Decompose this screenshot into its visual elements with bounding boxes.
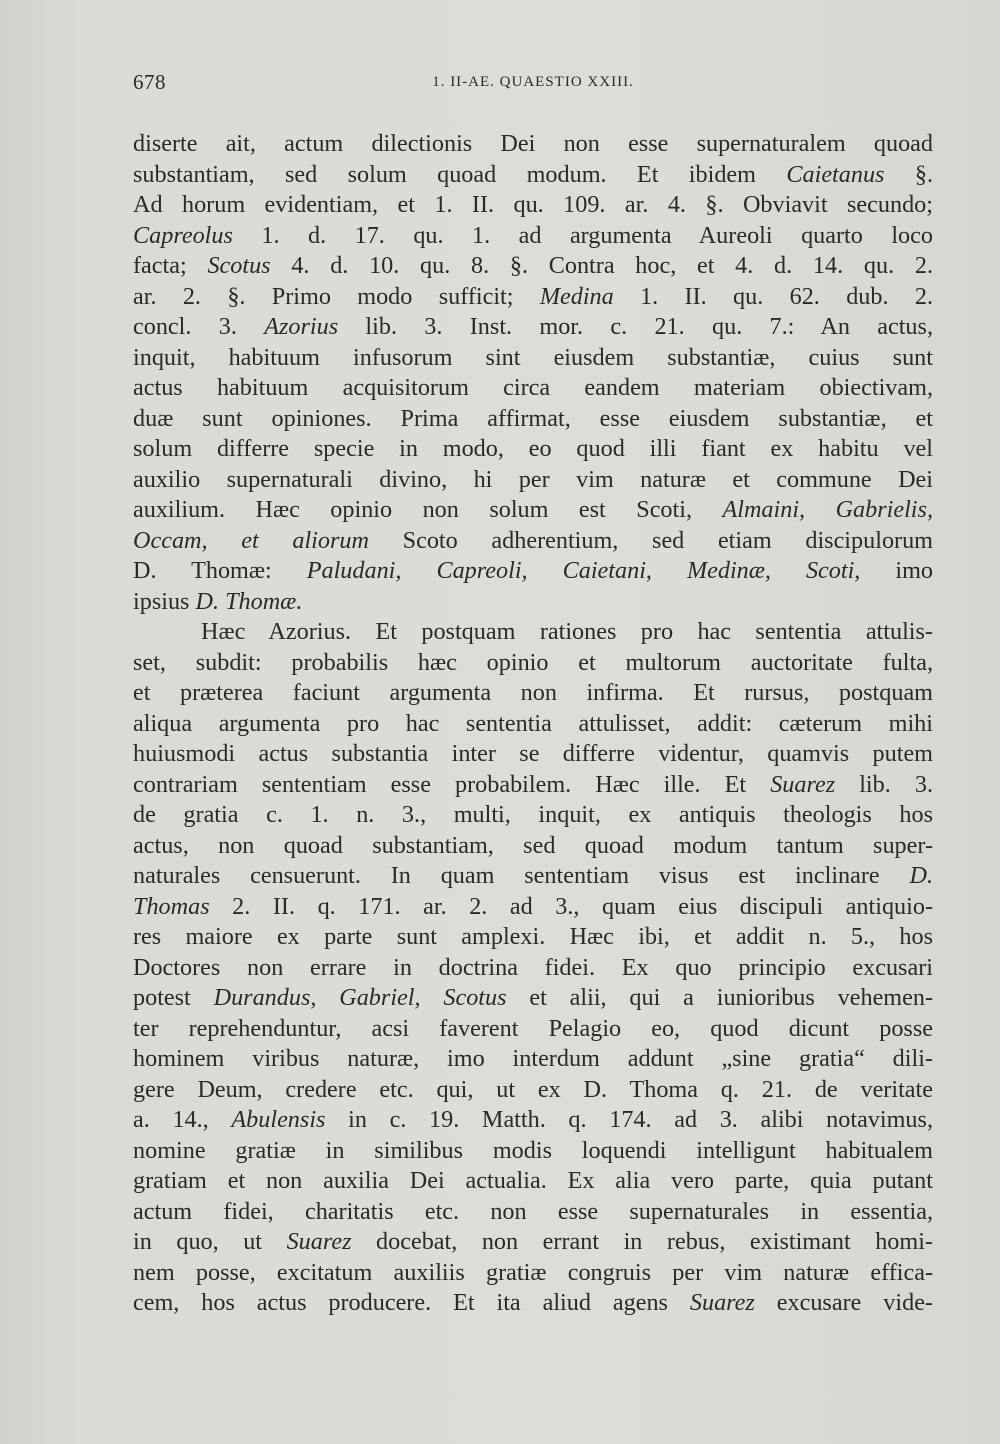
- text-line: [133, 770, 933, 801]
- text-line: [133, 221, 933, 252]
- text-line: [133, 983, 933, 1014]
- text-segment: ter reprehenduntur, acsi faverent Pelagio eo, quod dicunt posse: [133, 1014, 933, 1042]
- text-segment: ipsius: [133, 587, 196, 615]
- text-line: [133, 800, 933, 831]
- text-line: [133, 1166, 933, 1197]
- text-line: [133, 617, 933, 648]
- text-segment: actum fidei, charitatis etc. non esse supernaturales in essentia,: [133, 1197, 933, 1225]
- text-segment: 1. d. 17. qu. 1. ad argumenta Aureoli quarto loco: [232, 221, 933, 249]
- text-segment: cem, hos actus producere. Et ita aliud agens: [133, 1289, 690, 1316]
- text-segment: gratiam et non auxilia Dei actualia. Ex alia vero parte, quia putant: [133, 1167, 933, 1194]
- text-segment: gere Deum, credere etc. qui, ut ex D. Thoma q. 21. de veritate: [133, 1075, 933, 1103]
- text-line: [133, 312, 933, 343]
- text-line: [133, 587, 933, 618]
- text-segment: lib. 3. Inst. mor. c. 21. qu. 7.: An actus,: [338, 313, 933, 340]
- body-text: [133, 129, 933, 1319]
- text-segment: docebat, non errant in rebus, existimant homi-: [351, 1228, 933, 1255]
- text-line: [133, 922, 933, 953]
- italic-citation: Occam, et aliorum: [133, 526, 369, 554]
- text-segment: set, subdit: probabilis hæc opinio et multorum auctoritate fulta,: [133, 648, 933, 676]
- text-segment: 2. II. q. 171. ar. 2. ad 3., quam eius discipuli antiquio-: [209, 892, 933, 920]
- text-line: [133, 251, 933, 282]
- text-segment: auxilio supernaturali divino, hi per vim naturæ et commune Dei: [133, 465, 933, 493]
- text-segment: et præterea faciunt argumenta non infirma. Et rursus, postquam: [133, 679, 933, 706]
- text-segment: 4. d. 10. qu. 8. §. Contra hoc, et 4. d. 14. qu. 2.: [270, 252, 933, 279]
- text-line: [133, 556, 933, 587]
- text-line: [133, 953, 933, 984]
- text-line: [133, 648, 933, 679]
- italic-citation: Capreolus: [133, 221, 233, 249]
- text-line: [133, 282, 933, 313]
- text-segment: hominem viribus naturæ, imo interdum addunt „sine gratia“ dili-: [133, 1045, 933, 1072]
- text-line: [133, 160, 933, 191]
- text-segment: solum differre specie in modo, eo quod illi fiant ex habitu vel: [133, 435, 933, 462]
- italic-citation: Abulensis: [231, 1106, 326, 1133]
- text-line: [133, 1044, 933, 1075]
- italic-citation: Medina: [539, 282, 614, 310]
- text-segment: Hæc Azorius. Et postquam rationes pro hac sententia attulis-: [201, 618, 933, 645]
- text-segment: auxilium. Hæc opinio non solum est Scoti,: [133, 496, 723, 523]
- text-segment: lib. 3.: [835, 770, 933, 798]
- text-line: [133, 129, 933, 160]
- text-segment: diserte ait, actum dilectionis Dei non esse supernaturalem quoad: [133, 130, 933, 157]
- italic-citation: Almaini, Gabrielis,: [722, 496, 933, 523]
- italic-citation: Durandus, Gabriel, Scotus: [213, 984, 507, 1011]
- text-line: [133, 1197, 933, 1228]
- text-segment: in quo, ut: [133, 1228, 287, 1255]
- text-segment: Scoto adherentium, sed etiam discipulorum: [368, 526, 933, 554]
- text-segment: actus, non quoad substantiam, sed quoad modum tantum super-: [133, 831, 933, 859]
- text-line: [133, 831, 933, 862]
- text-line: [133, 373, 933, 404]
- text-segment: et alii, qui a iunioribus vehemen-: [506, 984, 934, 1011]
- text-segment: huiusmodi actus substantia inter se differre videntur, quamvis putem: [133, 740, 933, 767]
- text-line: [133, 1136, 933, 1167]
- text-segment: a. 14.,: [133, 1106, 232, 1133]
- text-line: [133, 1105, 933, 1136]
- text-line: [133, 1258, 933, 1289]
- text-line: [133, 190, 933, 221]
- italic-citation: Caietanus: [786, 160, 885, 188]
- text-segment: potest: [133, 984, 214, 1011]
- italic-citation: Thomas: [133, 892, 210, 920]
- italic-citation: D. Thomæ.: [195, 587, 303, 615]
- text-segment: §.: [884, 160, 934, 188]
- text-line: [133, 343, 933, 374]
- italic-citation: Suarez: [689, 1289, 755, 1316]
- text-line: [133, 1075, 933, 1106]
- running-head: 1. II-AE. QUAESTIO XXIII.: [432, 74, 634, 90]
- text-segment: actus habituum acquisitorum circa eandem materiam obiectivam,: [133, 374, 933, 401]
- text-line: [133, 678, 933, 709]
- page-number: 678: [133, 70, 166, 94]
- text-segment: excusare vide-: [754, 1289, 933, 1316]
- text-line: [133, 465, 933, 496]
- text-line: [133, 739, 933, 770]
- text-segment: ar. 2. §. Primo modo sufficit;: [133, 282, 540, 310]
- text-segment: Ad horum evidentiam, et 1. II. qu. 109. ar. 4. §. Obviavit secundo;: [133, 191, 933, 218]
- text-segment: facta;: [133, 252, 208, 279]
- text-segment: nem posse, excitatum auxiliis gratiæ congruis per vim naturæ effica-: [133, 1258, 933, 1286]
- text-segment: duæ sunt opiniones. Prima affirmat, esse eiusdem substantiæ, et: [133, 404, 933, 432]
- text-line: [133, 1227, 933, 1258]
- text-line: [133, 1288, 933, 1319]
- text-segment: Doctores non errare in doctrina fidei. Ex quo principio excusari: [133, 953, 933, 981]
- text-segment: concl. 3.: [133, 313, 265, 340]
- italic-citation: Scotus: [207, 252, 271, 279]
- text-line: [133, 709, 933, 740]
- text-segment: D. Thomæ:: [133, 557, 307, 584]
- text-line: [133, 892, 933, 923]
- text-line: [133, 526, 933, 557]
- text-segment: naturales censuerunt. In quam sententiam visus est inclinare: [133, 862, 910, 889]
- text-segment: 1. II. qu. 62. dub. 2.: [613, 282, 933, 310]
- text-segment: contrariam sententiam esse probabilem. Hæc ille. Et: [133, 770, 771, 798]
- italic-citation: Azorius: [264, 313, 339, 340]
- italic-citation: Suarez: [286, 1228, 352, 1255]
- text-line: [133, 1014, 933, 1045]
- text-segment: aliqua argumenta pro hac sententia attulisset, addit: cæterum mihi: [133, 709, 933, 737]
- text-segment: res maiore ex parte sunt amplexi. Hæc ibi, et addit n. 5., hos: [133, 923, 933, 950]
- text-line: [133, 861, 933, 892]
- text-segment: inquit, habituum infusorum sint eiusdem substantiæ, cuius sunt: [133, 343, 933, 371]
- text-line: [133, 434, 933, 465]
- text-segment: nomine gratiæ in similibus modis loquendi intelligunt habitualem: [133, 1136, 933, 1164]
- text-segment: substantiam, sed solum quoad modum. Et ibidem: [133, 160, 787, 188]
- text-line: [133, 404, 933, 435]
- italic-citation: Suarez: [770, 770, 836, 798]
- text-line: [133, 495, 933, 526]
- text-segment: de gratia c. 1. n. 3., multi, inquit, ex antiquis theologis hos: [133, 801, 933, 828]
- italic-citation: D.: [909, 862, 933, 889]
- italic-citation: Paludani, Capreoli, Caietani, Medinæ, Scoti,: [306, 557, 861, 584]
- page-header: [133, 68, 933, 98]
- text-segment: in c. 19. Matth. q. 174. ad 3. alibi notavimus,: [325, 1106, 933, 1133]
- text-segment: imo: [860, 557, 933, 584]
